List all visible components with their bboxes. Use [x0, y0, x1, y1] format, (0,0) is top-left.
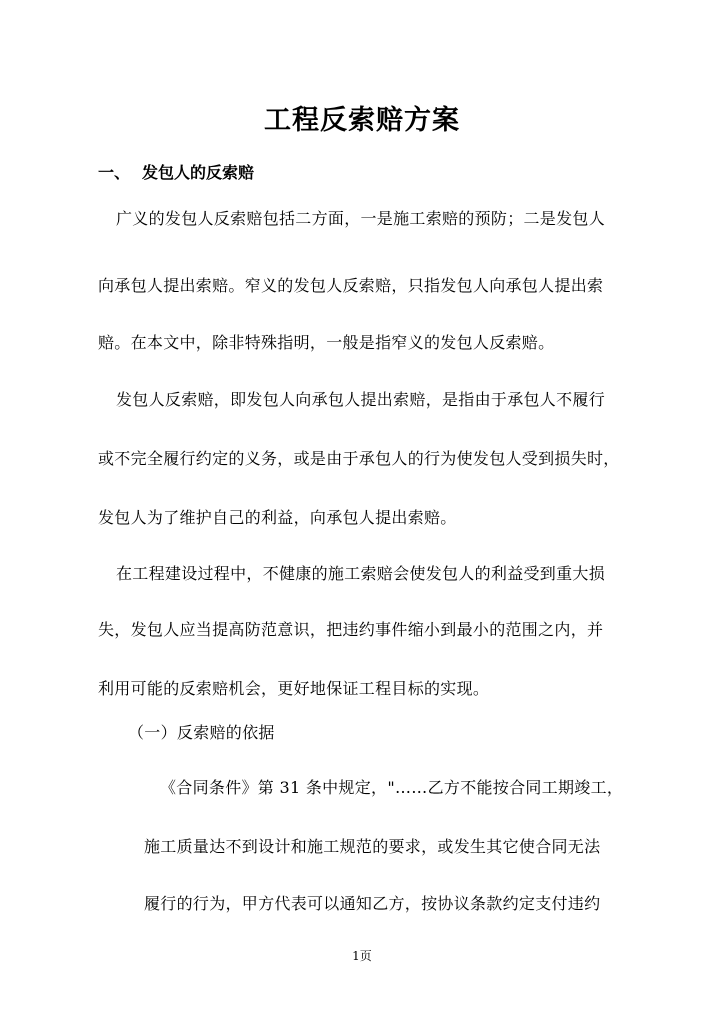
subheading: （一）反索赔的依据 — [128, 723, 275, 742]
paragraph-line: 利用可能的反索赔机会，更好地保证工程目标的实现。 — [98, 679, 490, 698]
document-title: 工程反索赔方案 — [264, 105, 460, 136]
quote-line: 履行的行为，甲方代表可以通知乙方，按协议条款约定支付违约 — [144, 894, 601, 913]
quote-line: 施工质量达不到设计和施工规范的要求，或发生其它使合同无法 — [144, 837, 601, 856]
paragraph-line: 发包人为了维护自己的利益，向承包人提出索赔。 — [98, 508, 457, 527]
paragraph-line: 赔。在本文中，除非特殊指明，一般是指窄义的发包人反索赔。 — [98, 333, 555, 352]
section-heading — [98, 160, 254, 183]
page-number: 1页 — [352, 949, 372, 963]
section-number: 一、 — [98, 163, 131, 182]
paragraph-line: 在工程建设过程中，不健康的施工索赔会使发包人的利益受到重大损 — [116, 564, 606, 583]
paragraph-line: 发包人反索赔，即发包人向承包人提出索赔，是指由于承包人不履行 — [116, 390, 606, 409]
section-heading-text: 发包人的反索赔 — [142, 163, 255, 182]
paragraph-line: 广义的发包人反索赔包括二方面，一是施工索赔的预防；二是发包人 — [116, 209, 606, 228]
paragraph-line: 向承包人提出索赔。窄义的发包人反索赔，只指发包人向承包人提出索 — [98, 276, 604, 295]
paragraph-line: 或不完全履行约定的义务，或是由于承包人的行为使发包人受到损失时， — [98, 449, 620, 468]
quote-line: 《合同条件》第 31 条中规定，"……乙方不能按合同工期竣工， — [160, 778, 624, 797]
paragraph-line: 失，发包人应当提高防范意识，把违约事件缩小到最小的范围之内，并 — [98, 620, 604, 639]
